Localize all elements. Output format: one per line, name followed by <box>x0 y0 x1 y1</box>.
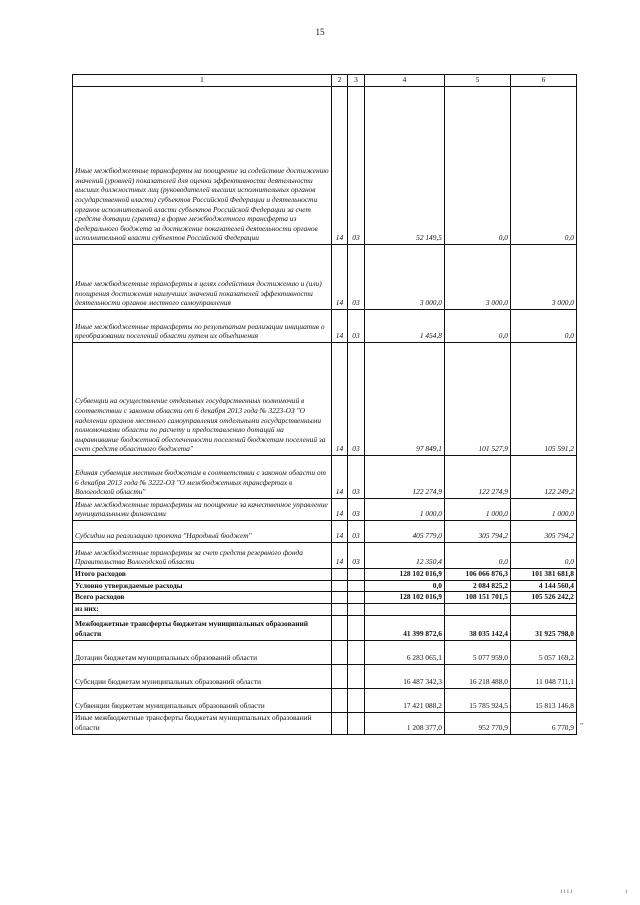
header-col-4: 4 <box>365 75 445 87</box>
total-row <box>73 569 577 581</box>
page-number: 15 <box>315 27 325 37</box>
row-subsection: 03 <box>348 343 365 456</box>
row-subsection: 03 <box>348 456 365 499</box>
table-row <box>73 87 577 245</box>
table-row <box>73 456 577 499</box>
row-name: Иные межбюджетные трансферты в целях содействия достижению и (или) поощрения достижения наилучших значений показателей эффективности деятельности органов местного самоуправления <box>73 245 332 310</box>
breakdown-value-3: 6 770,9 <box>551 722 574 732</box>
breakdown-value-2: 16 218 488,0 <box>445 664 511 688</box>
row-value-1: 12 350,4 <box>365 543 445 569</box>
row-value-3: 0,0 <box>511 543 577 569</box>
row-value-2: 122 274,9 <box>445 456 511 499</box>
row-value-1: 3 000,0 <box>365 245 445 310</box>
row-subsection: 03 <box>348 521 365 543</box>
closing-quote-mark: " <box>580 722 583 731</box>
transfers-total-row <box>73 615 577 640</box>
footer-mark: 1 <box>625 890 628 895</box>
conditional-value-3: 4 144 560,4 <box>511 580 577 592</box>
breakdown-value-2: 5 077 959,0 <box>445 640 511 664</box>
transfers-total-value-3: 31 925 798,0 <box>511 615 577 640</box>
breakdown-row <box>73 640 577 664</box>
conditional-expenses-row <box>73 580 577 592</box>
total-value-1: 128 102 016,9 <box>365 569 445 581</box>
total-value-3: 101 381 681,8 <box>511 569 577 581</box>
grand-total-value-3: 105 526 242,2 <box>511 592 577 604</box>
of-them-row <box>73 603 577 615</box>
expenditure-table <box>72 74 583 735</box>
row-value-2: 101 527,9 <box>445 343 511 456</box>
row-name: Единая субвенция местным бюджетам в соответствии с законом области от 6 декабря 2013 года № 3222-ОЗ "О межбюджетных трансфертах в Вологодской области" <box>73 456 332 499</box>
row-value-3: 105 591,2 <box>511 343 577 456</box>
breakdown-label: Дотации бюджетам муниципальных образований области <box>73 640 332 664</box>
table-row <box>73 499 577 521</box>
transfers-total-label: Межбюджетные трансферты бюджетам муниципальных образований области <box>73 615 332 640</box>
row-section: 14 <box>332 343 348 456</box>
row-subsection: 03 <box>348 543 365 569</box>
breakdown-value-1: 1 208 377,0 <box>365 712 445 734</box>
breakdown-label: Иные межбюджетные трансферты бюджетам муниципальных образований области <box>73 712 332 734</box>
breakdown-value-1: 17 421 088,2 <box>365 688 445 712</box>
row-name: Субвенции на осуществление отдельных государственных полномочий в соответствии с законом области от 6 декабря 2013 года № 3223-ОЗ "О наделении органов местного самоуправления отдельными государственными полномочиями области по расчету и предоставлению дотаций на выравнивание бюджетной обеспеченности поселений бюджетам поселений за счет средств областного бюджета" <box>73 343 332 456</box>
row-value-2: 1 000,0 <box>445 499 511 521</box>
row-name: Иные межбюджетные трансферты за счет средств резервного фонда Правительства Вологодской области <box>73 543 332 569</box>
of-them-label: из них: <box>73 603 332 615</box>
breakdown-value-3: 15 813 146,8 <box>511 688 577 712</box>
total-label: Итого расходов <box>73 569 332 581</box>
transfers-total-value-2: 38 035 142,4 <box>445 615 511 640</box>
row-value-1: 122 274,9 <box>365 456 445 499</box>
row-value-2: 305 794,2 <box>445 521 511 543</box>
row-subsection: 03 <box>348 87 365 245</box>
table-row <box>73 521 577 543</box>
row-value-2: 0,0 <box>445 543 511 569</box>
grand-total-row <box>73 592 577 604</box>
row-value-1: 1 000,0 <box>365 499 445 521</box>
conditional-label: Условно утверждаемые расходы <box>73 580 332 592</box>
row-section: 14 <box>332 87 348 245</box>
table-row <box>73 343 577 456</box>
breakdown-row <box>73 688 577 712</box>
row-value-3: 3 000,0 <box>511 245 577 310</box>
grand-total-value-2: 108 151 701,5 <box>445 592 511 604</box>
row-section: 14 <box>332 456 348 499</box>
conditional-value-2: 2 084 825,2 <box>445 580 511 592</box>
row-value-1: 405 779,0 <box>365 521 445 543</box>
header-col-2: 2 <box>332 75 348 87</box>
conditional-value-1: 0,0 <box>365 580 445 592</box>
row-value-3: 0,0 <box>511 310 577 343</box>
breakdown-value-1: 16 487 342,3 <box>365 664 445 688</box>
breakdown-value-1: 6 283 065,1 <box>365 640 445 664</box>
row-value-1: 52 149,5 <box>365 87 445 245</box>
table-row <box>73 245 577 310</box>
header-col-3: 3 <box>348 75 365 87</box>
row-value-1: 97 849,1 <box>365 343 445 456</box>
row-value-3: 122 249,2 <box>511 456 577 499</box>
transfers-total-value-1: 41 399 872,6 <box>365 615 445 640</box>
row-value-3: 1 000,0 <box>511 499 577 521</box>
grand-total-value-1: 128 102 016,9 <box>365 592 445 604</box>
row-section: 14 <box>332 521 348 543</box>
breakdown-value-3: 11 048 711,1 <box>511 664 577 688</box>
row-name: Иные межбюджетные трансферты по результатам реализации инициатив о преобразовании поселений области путем их объединения <box>73 310 332 343</box>
header-col-1: 1 <box>73 75 332 87</box>
breakdown-row <box>73 664 577 688</box>
breakdown-value-3: 5 057 169,2 <box>511 640 577 664</box>
footer-code: 1111 <box>560 890 574 895</box>
row-subsection: 03 <box>348 245 365 310</box>
row-value-2: 0,0 <box>445 310 511 343</box>
total-value-2: 106 066 876,3 <box>445 569 511 581</box>
breakdown-row <box>73 712 577 734</box>
row-section: 14 <box>332 543 348 569</box>
row-section: 14 <box>332 310 348 343</box>
breakdown-value-2: 15 785 924,5 <box>445 688 511 712</box>
breakdown-value-3-cell <box>511 712 583 734</box>
breakdown-label: Субсидии бюджетам муниципальных образований области <box>73 664 332 688</box>
row-value-1: 1 454,8 <box>365 310 445 343</box>
breakdown-value-2: 952 770,9 <box>445 712 511 734</box>
row-name: Субсидии на реализацию проекта "Народный бюджет" <box>73 521 332 543</box>
breakdown-label: Субвенции бюджетам муниципальных образований области <box>73 688 332 712</box>
grand-total-label: Всего расходов <box>73 592 332 604</box>
row-value-3: 305 794,2 <box>511 521 577 543</box>
header-col-5: 5 <box>445 75 511 87</box>
row-value-3: 0,0 <box>511 87 577 245</box>
table-row <box>73 310 577 343</box>
header-col-6: 6 <box>511 75 577 87</box>
row-subsection: 03 <box>348 310 365 343</box>
row-section: 14 <box>332 245 348 310</box>
row-name: Иные межбюджетные трансферты на поощрение за содействие достижению значений (уровней) показателей для оценки эффективности деятельности высших должностных лиц (руководителей высших исполнительных органов государственной власти) субъектов Российской Федерации и деятельности органов исполнительной власти субъектов Российской Федерации за счет средств дотации (гранта) в форме межбюджетного трансферта из федерального бюджета за достижение показателей деятельности органов исполнительной власти субъектов Российской Федерации <box>73 87 332 245</box>
table-header-row <box>73 75 577 87</box>
row-name: Иные межбюджетные трансферты на поощрение за качественное управление муниципальными финансами <box>73 499 332 521</box>
row-subsection: 03 <box>348 499 365 521</box>
table-row <box>73 543 577 569</box>
row-value-2: 3 000,0 <box>445 245 511 310</box>
row-section: 14 <box>332 499 348 521</box>
row-value-2: 0,0 <box>445 87 511 245</box>
